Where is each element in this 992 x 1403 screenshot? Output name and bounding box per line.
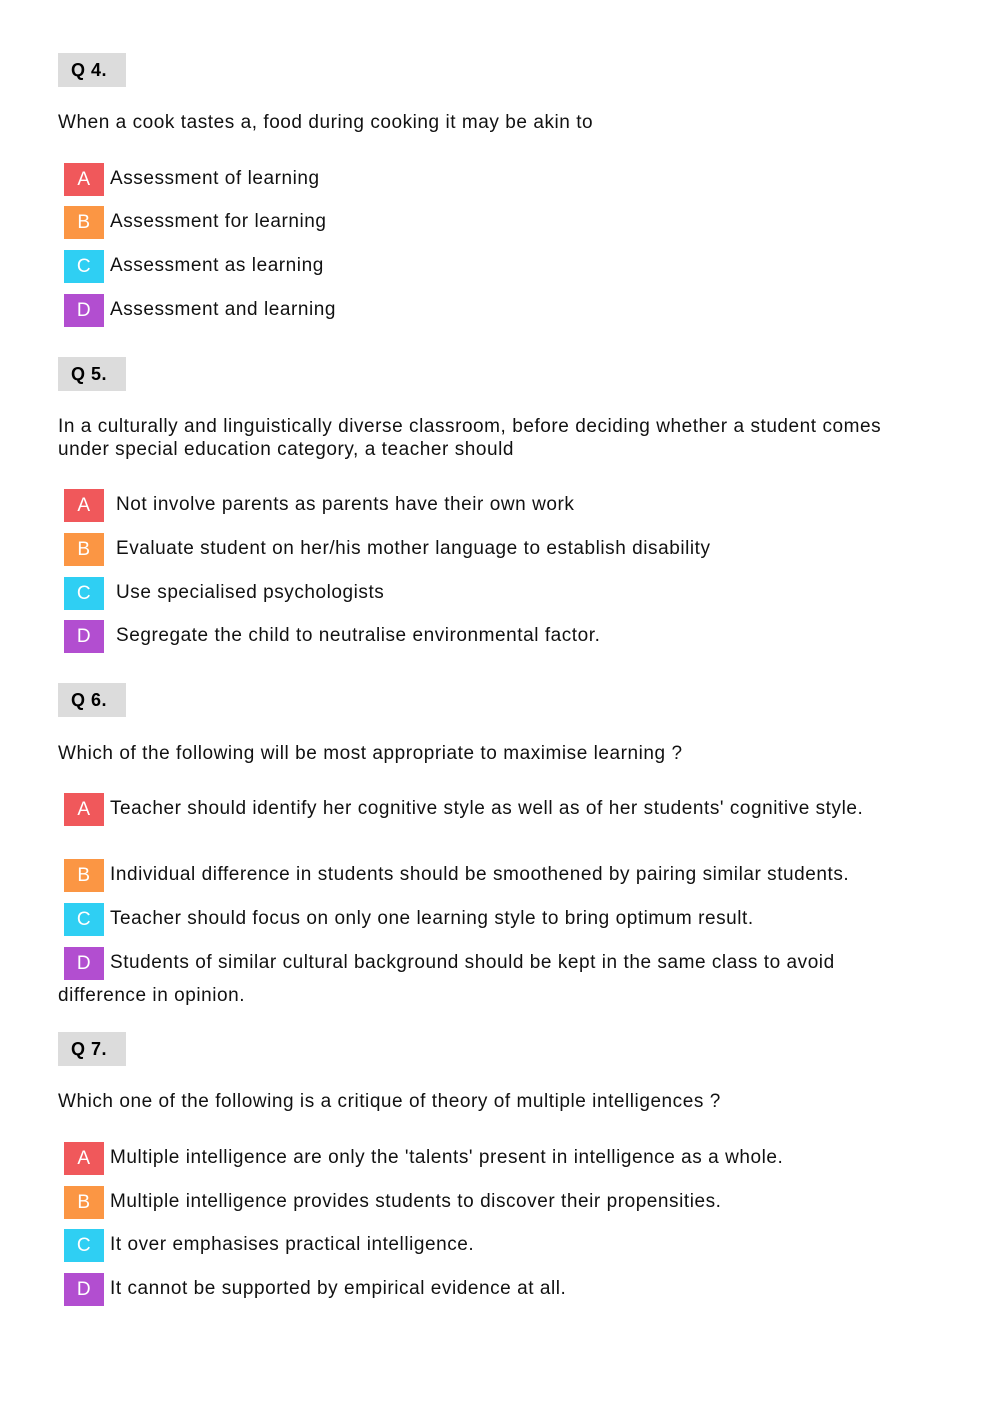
option-text: Students of similar cultural background should be kept in the same class to avoid difference in opinion. [58,952,835,1006]
option-c-badge: C [64,250,104,283]
option-text: Segregate the child to neutralise environmental factor. [116,625,601,646]
option-text: Teacher should identify her cognitive style as well as of her students' cognitive style. [110,798,864,819]
option-d[interactable] [58,1273,928,1306]
question-text: When a cook tastes a, food during cooking it may be akin to [58,112,594,133]
question-text: In a culturally and linguistically diverse classroom, before deciding whether a student comes under special education category, a teacher should [58,416,882,460]
option-text: It over emphasises practical intelligence. [110,1234,475,1255]
option-text: Assessment as learning [110,255,324,276]
option-b-badge: B [64,1186,104,1219]
option-a-badge: A [64,1142,104,1175]
option-text: Assessment and learning [110,299,336,320]
question-text: Which of the following will be most appropriate to maximise learning ? [58,743,683,764]
option-c-badge: C [64,903,104,936]
option-text: Multiple intelligence provides students to discover their propensities. [110,1191,722,1212]
option-c[interactable] [58,903,928,936]
question-number: Q 4. [58,53,126,87]
option-b-badge: B [64,206,104,239]
option-a-badge: A [64,163,104,196]
option-a[interactable] [58,489,928,522]
option-text: Teacher should focus on only one learning style to bring optimum result. [110,908,754,929]
option-a[interactable] [58,1142,928,1175]
option-text: Assessment of learning [110,168,320,189]
option-d-badge: D [64,1273,104,1306]
option-b[interactable] [58,533,928,566]
option-d[interactable] [58,947,928,1012]
option-c[interactable] [58,1229,928,1262]
option-d[interactable] [58,620,928,653]
option-c[interactable] [58,577,928,610]
question-number: Q 6. [58,683,126,717]
option-c-badge: C [64,577,104,610]
option-d[interactable] [58,294,928,327]
option-a-badge: A [64,489,104,522]
option-c-badge: C [64,1229,104,1262]
option-text: Assessment for learning [110,211,327,232]
question-text: Which one of the following is a critique of theory of multiple intelligences ? [58,1091,721,1112]
option-b[interactable] [58,859,928,892]
option-b[interactable] [58,1186,928,1219]
option-b[interactable] [58,206,928,239]
option-text: Use specialised psychologists [116,582,385,603]
option-a[interactable] [58,793,928,826]
option-b-badge: B [64,859,104,892]
option-a-badge: A [64,793,104,826]
option-b-badge: B [64,533,104,566]
question-number: Q 7. [58,1032,126,1066]
option-c[interactable] [58,250,928,283]
question-number: Q 5. [58,357,126,391]
option-text: Multiple intelligence are only the 'talents' present in intelligence as a whole. [110,1147,784,1168]
option-text: Individual difference in students should be smoothened by pairing similar students. [110,864,850,885]
option-text: Evaluate student on her/his mother language to establish disability [116,538,711,559]
option-d-badge: D [64,620,104,653]
option-d-badge: D [64,294,104,327]
option-a[interactable] [58,163,928,196]
option-text: Not involve parents as parents have their own work [116,494,575,515]
option-text: It cannot be supported by empirical evidence at all. [110,1278,567,1299]
option-d-badge: D [64,947,104,980]
